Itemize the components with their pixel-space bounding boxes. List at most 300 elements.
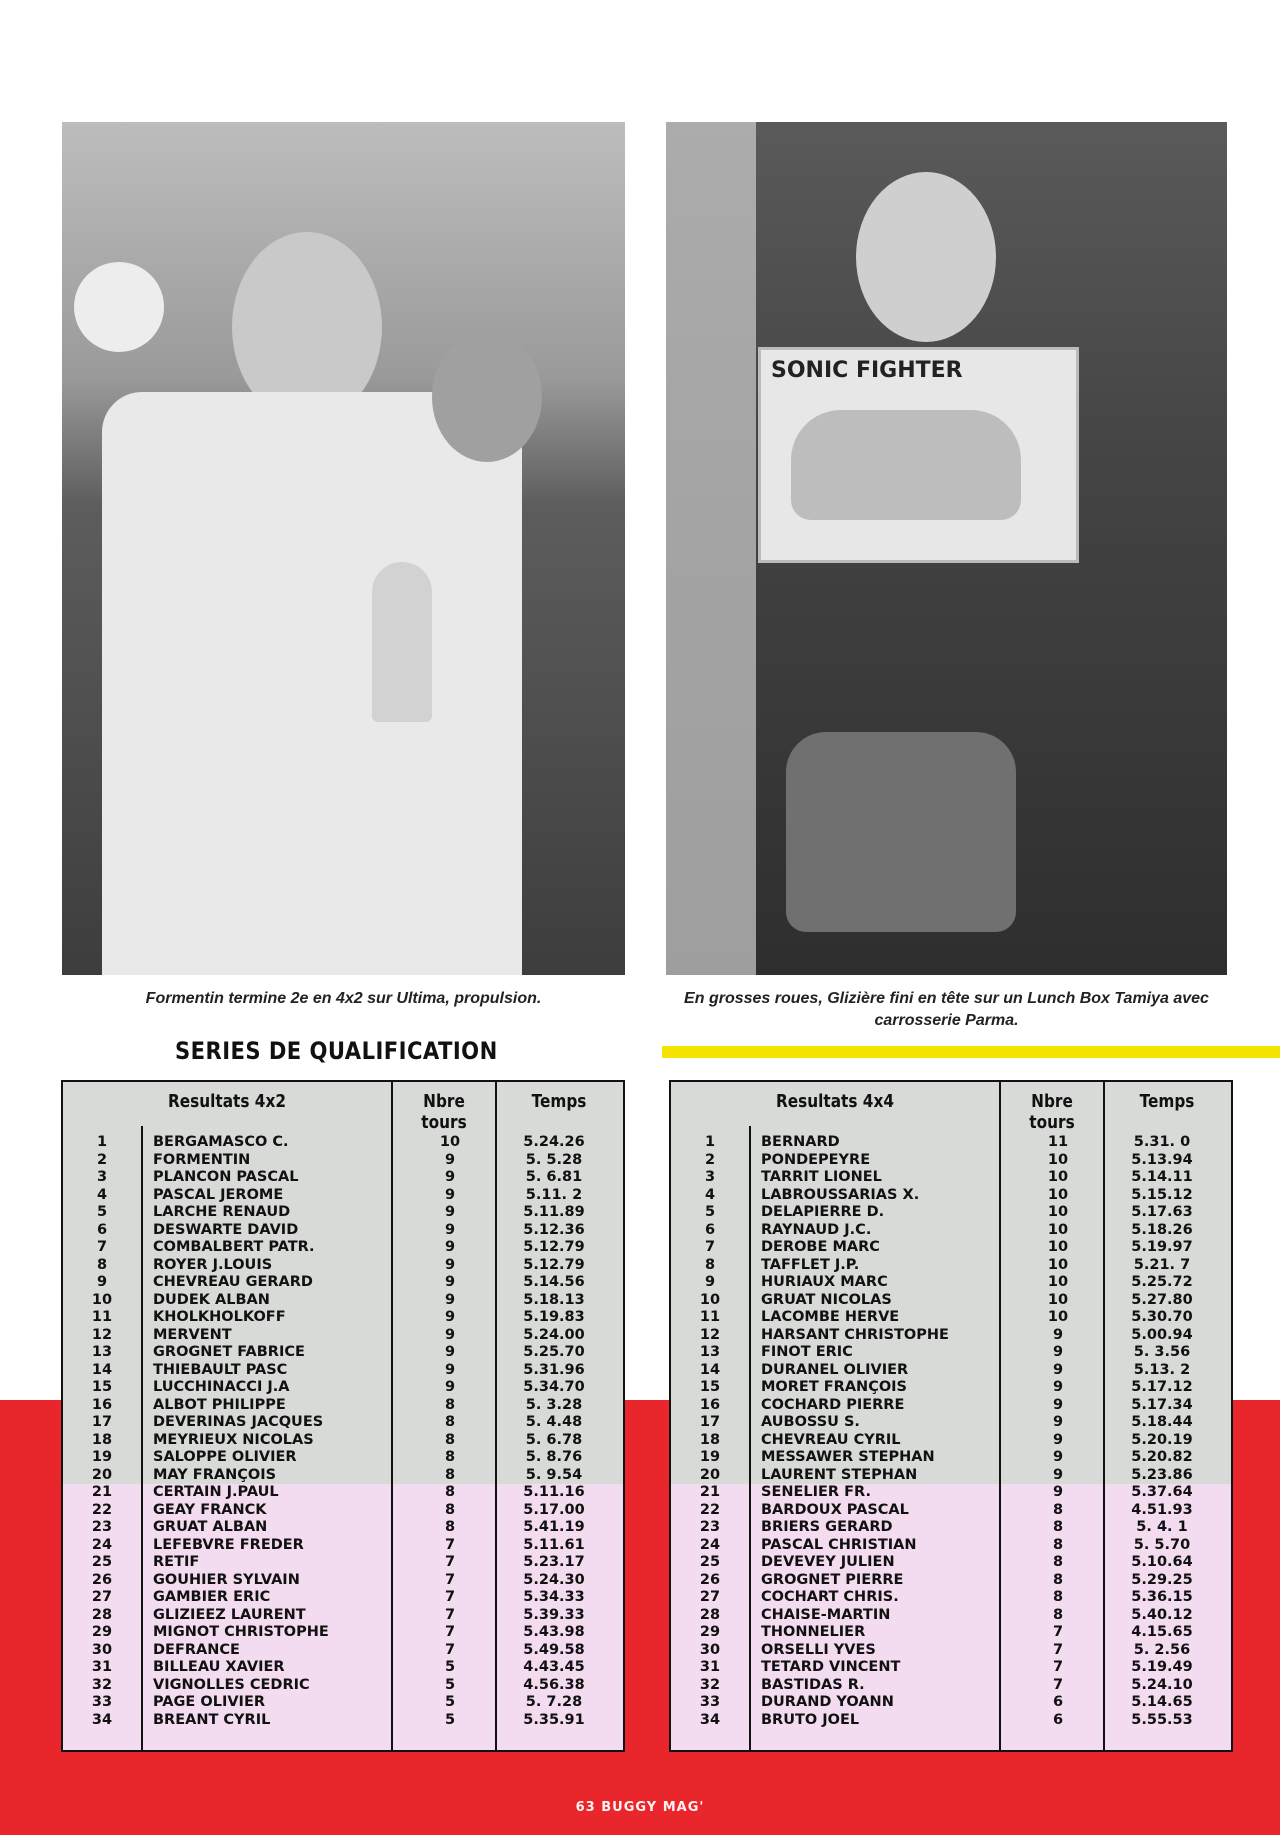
time-cell: 5.14.11 xyxy=(1131,1169,1193,1185)
driver-name-cell: GOUHIER SYLVAIN xyxy=(153,1571,300,1588)
time-cell: 5.25.72 xyxy=(1131,1274,1193,1290)
driver-name-cell: BASTIDAS R. xyxy=(761,1676,865,1693)
driver-name-cell: MEYRIEUX NICOLAS xyxy=(153,1431,314,1448)
rank-cell: 30 xyxy=(699,1641,721,1658)
rank-cell: 9 xyxy=(704,1274,716,1290)
caption-right: En grosses roues, Glizière fini en tête sur un Lunch Box Tamiya avec carrosserie Parma. xyxy=(684,990,1209,1029)
time-cell: 5.18.13 xyxy=(523,1291,585,1308)
time-cell: 5. 3.28 xyxy=(525,1396,583,1413)
driver-name-cell: MIGNOT CHRISTOPHE xyxy=(153,1624,329,1640)
driver-name-cell: GEAY FRANCK xyxy=(153,1501,267,1518)
table-row xyxy=(671,1327,1231,1345)
laps-cell: 7 xyxy=(444,1589,456,1605)
header-laps: Nbre tours xyxy=(1029,1091,1075,1133)
rank-cell: 3 xyxy=(96,1169,108,1185)
table-row xyxy=(671,1239,1231,1257)
laps-cell: 10 xyxy=(1047,1239,1069,1255)
driver-name-cell: DELAPIERRE D. xyxy=(761,1204,885,1220)
table-row xyxy=(63,1397,623,1415)
time-cell: 5.20.82 xyxy=(1131,1449,1193,1465)
laps-cell: 10 xyxy=(1047,1309,1069,1325)
time-cell: 5.41.19 xyxy=(523,1519,585,1535)
time-cell: 5.11.89 xyxy=(523,1204,585,1220)
laps-cell: 7 xyxy=(444,1554,456,1570)
time-cell: 5.20.19 xyxy=(1131,1431,1193,1448)
rank-cell: 19 xyxy=(91,1449,113,1465)
laps-cell: 8 xyxy=(444,1466,456,1483)
time-cell: 5.10.64 xyxy=(1131,1554,1193,1570)
table-row xyxy=(671,1642,1231,1660)
laps-cell: 8 xyxy=(444,1414,456,1430)
time-cell: 5.24.30 xyxy=(523,1571,585,1588)
time-cell: 5. 5.70 xyxy=(1133,1536,1191,1553)
laps-cell: 8 xyxy=(1052,1571,1064,1588)
laps-cell: 6 xyxy=(1052,1694,1064,1710)
rank-cell: 11 xyxy=(91,1309,113,1325)
rank-cell: 17 xyxy=(699,1414,721,1430)
person-boy xyxy=(432,332,542,462)
table-row xyxy=(63,1607,623,1625)
driver-name-cell: THONNELIER xyxy=(761,1624,866,1640)
driver-name-cell: FORMENTIN xyxy=(153,1151,251,1168)
laps-cell: 9 xyxy=(1052,1344,1064,1360)
laps-cell: 8 xyxy=(444,1484,456,1500)
laps-cell: 9 xyxy=(444,1291,456,1308)
time-cell: 5.35.91 xyxy=(523,1711,585,1728)
driver-name-cell: HARSANT CHRISTOPHE xyxy=(761,1326,949,1343)
table-row xyxy=(671,1134,1231,1152)
rank-cell: 17 xyxy=(91,1414,113,1430)
driver-name-cell: AUBOSSU S. xyxy=(761,1414,860,1430)
table-row xyxy=(671,1694,1231,1712)
laps-cell: 9 xyxy=(444,1256,456,1273)
driver-name-cell: SENELIER FR. xyxy=(761,1484,871,1500)
table-row xyxy=(63,1187,623,1205)
rank-cell: 3 xyxy=(704,1169,716,1185)
table-row xyxy=(671,1589,1231,1607)
rank-cell: 8 xyxy=(96,1256,108,1273)
time-cell: 5.49.58 xyxy=(523,1641,585,1658)
time-cell: 5.14.56 xyxy=(523,1274,585,1290)
time-cell: 4.43.45 xyxy=(523,1659,585,1675)
page-footer: 63 BUGGY MAG' xyxy=(575,1800,705,1815)
laps-cell: 9 xyxy=(444,1239,456,1255)
table-row xyxy=(671,1537,1231,1555)
rank-cell: 14 xyxy=(699,1361,721,1378)
laps-cell: 8 xyxy=(1052,1606,1064,1623)
laps-cell: 9 xyxy=(1052,1326,1064,1343)
time-cell: 5. 6.78 xyxy=(525,1431,583,1448)
table-row xyxy=(63,1537,623,1555)
driver-name-cell: LABROUSSARIAS X. xyxy=(761,1186,920,1203)
rank-cell: 6 xyxy=(96,1221,108,1238)
driver-name-cell: GLIZIEEZ LAURENT xyxy=(153,1606,306,1623)
header-time: Temps xyxy=(531,1091,587,1112)
time-cell: 5.12.79 xyxy=(523,1256,585,1273)
laps-cell: 8 xyxy=(1052,1554,1064,1570)
driver-name-cell: GROGNET FABRICE xyxy=(153,1344,305,1360)
laps-cell: 8 xyxy=(444,1431,456,1448)
time-cell: 5.13.94 xyxy=(1131,1151,1193,1168)
time-cell: 5. 2.56 xyxy=(1133,1641,1191,1658)
table-row xyxy=(63,1519,623,1537)
time-cell: 5.00.94 xyxy=(1131,1326,1193,1343)
rank-cell: 24 xyxy=(91,1536,113,1553)
time-cell: 5. 3.56 xyxy=(1133,1344,1191,1360)
table-row xyxy=(671,1572,1231,1590)
time-cell: 5.11.61 xyxy=(523,1536,585,1553)
rank-cell: 23 xyxy=(91,1519,113,1535)
driver-name-cell: DESWARTE DAVID xyxy=(153,1221,299,1238)
rank-cell: 31 xyxy=(699,1659,721,1675)
time-cell: 5.19.49 xyxy=(1131,1659,1193,1675)
rank-cell: 22 xyxy=(91,1501,113,1518)
time-cell: 4.15.65 xyxy=(1131,1624,1193,1640)
time-cell: 5. 9.54 xyxy=(525,1466,583,1483)
driver-name-cell: DEVEVEY JULIEN xyxy=(761,1554,895,1570)
table-row xyxy=(63,1152,623,1170)
table-row xyxy=(63,1379,623,1397)
table-row xyxy=(671,1467,1231,1485)
laps-cell: 7 xyxy=(1052,1659,1064,1675)
time-cell: 5.24.26 xyxy=(523,1134,585,1150)
table-row xyxy=(63,1624,623,1642)
rank-cell: 10 xyxy=(91,1291,113,1308)
driver-name-cell: LUCCHINACCI J.A xyxy=(153,1379,290,1395)
rank-cell: 15 xyxy=(91,1379,113,1395)
driver-name-cell: COCHARD PIERRE xyxy=(761,1396,905,1413)
laps-cell: 8 xyxy=(1052,1501,1064,1518)
laps-cell: 9 xyxy=(1052,1449,1064,1465)
laps-cell: 9 xyxy=(444,1326,456,1343)
header-laps: Nbre tours xyxy=(421,1091,467,1133)
rank-cell: 24 xyxy=(699,1536,721,1553)
driver-name-cell: PASCAL CHRISTIAN xyxy=(761,1536,917,1553)
rank-cell: 21 xyxy=(699,1484,721,1500)
rank-cell: 27 xyxy=(91,1589,113,1605)
driver-name-cell: BERGAMASCO C. xyxy=(153,1134,289,1150)
time-cell: 5.12.79 xyxy=(523,1239,585,1255)
driver-name-cell: SALOPPE OLIVIER xyxy=(153,1449,297,1465)
rank-cell: 13 xyxy=(91,1344,113,1360)
time-cell: 4.56.38 xyxy=(523,1676,585,1693)
driver-name-cell: FINOT ERIC xyxy=(761,1344,853,1360)
laps-cell: 5 xyxy=(444,1711,456,1728)
table-row xyxy=(671,1169,1231,1187)
driver-name-cell: GROGNET PIERRE xyxy=(761,1571,904,1588)
time-cell: 5. 8.76 xyxy=(525,1449,583,1465)
table-row xyxy=(671,1659,1231,1677)
time-cell: 5.36.15 xyxy=(1131,1589,1193,1605)
table-row xyxy=(671,1554,1231,1572)
time-cell: 5.19.83 xyxy=(523,1309,585,1325)
table-row xyxy=(63,1204,623,1222)
table-row xyxy=(63,1712,623,1730)
table-row xyxy=(671,1677,1231,1695)
time-cell: 5.27.80 xyxy=(1131,1291,1193,1308)
table-row xyxy=(63,1502,623,1520)
time-cell: 5. 4. 1 xyxy=(1136,1519,1188,1535)
table-row xyxy=(63,1554,623,1572)
rank-cell: 33 xyxy=(91,1694,113,1710)
rank-cell: 8 xyxy=(704,1256,716,1273)
driver-name-cell: KHOLKHOLKOFF xyxy=(153,1309,286,1325)
table-row xyxy=(63,1309,623,1327)
laps-cell: 5 xyxy=(444,1694,456,1710)
rank-cell: 27 xyxy=(699,1589,721,1605)
results-table-4x2 xyxy=(61,1080,625,1752)
time-cell: 5.15.12 xyxy=(1131,1186,1193,1203)
laps-cell: 9 xyxy=(1052,1379,1064,1395)
laps-cell: 9 xyxy=(444,1221,456,1238)
laps-cell: 9 xyxy=(1052,1414,1064,1430)
time-cell: 5.23.17 xyxy=(523,1554,585,1570)
table-row xyxy=(63,1292,623,1310)
yellow-highlight-bar xyxy=(662,1046,1280,1058)
driver-name-cell: DEROBE MARC xyxy=(761,1239,880,1255)
rank-cell: 2 xyxy=(96,1151,108,1168)
table-row xyxy=(671,1624,1231,1642)
time-cell: 5.21. 7 xyxy=(1133,1256,1191,1273)
rank-cell: 9 xyxy=(96,1274,108,1290)
rank-cell: 7 xyxy=(704,1239,716,1255)
header-results: Resultats 4x4 xyxy=(776,1091,894,1112)
table-row xyxy=(671,1222,1231,1240)
table-row xyxy=(63,1257,623,1275)
driver-name-cell: LACOMBE HERVE xyxy=(761,1309,900,1325)
driver-name-cell: LEFEBVRE FREDER xyxy=(153,1536,304,1553)
rank-cell: 1 xyxy=(96,1134,108,1150)
table-rows xyxy=(671,1134,1231,1729)
rank-cell: 5 xyxy=(96,1204,108,1220)
table-row xyxy=(671,1432,1231,1450)
table-row xyxy=(63,1344,623,1362)
laps-cell: 9 xyxy=(444,1186,456,1203)
driver-name-cell: BERNARD xyxy=(761,1134,840,1150)
time-cell: 5.13. 2 xyxy=(1133,1361,1191,1378)
driver-name-cell: BRIERS GERARD xyxy=(761,1519,893,1535)
driver-name-cell: VIGNOLLES CEDRIC xyxy=(153,1676,310,1693)
time-cell: 5.43.98 xyxy=(523,1624,585,1640)
tamiya-box xyxy=(758,347,1079,563)
table-row xyxy=(63,1467,623,1485)
results-table-4x4 xyxy=(669,1080,1233,1752)
rank-cell: 2 xyxy=(704,1151,716,1168)
rank-cell: 4 xyxy=(96,1186,108,1203)
time-cell: 4.51.93 xyxy=(1131,1501,1193,1518)
driver-name-cell: THIEBAULT PASC xyxy=(153,1361,288,1378)
rank-cell: 29 xyxy=(699,1624,721,1640)
time-cell: 5.55.53 xyxy=(1131,1711,1193,1728)
laps-cell: 9 xyxy=(1052,1466,1064,1483)
rc-truck xyxy=(786,732,1016,932)
laps-cell: 5 xyxy=(444,1676,456,1693)
laps-cell: 9 xyxy=(444,1361,456,1378)
laps-cell: 7 xyxy=(444,1571,456,1588)
time-cell: 5.11.16 xyxy=(523,1484,585,1500)
laps-cell: 10 xyxy=(1047,1151,1069,1168)
rank-cell: 16 xyxy=(699,1396,721,1413)
laps-cell: 10 xyxy=(1047,1169,1069,1185)
rank-cell: 26 xyxy=(699,1571,721,1588)
table-row xyxy=(671,1607,1231,1625)
time-cell: 5.17.63 xyxy=(1131,1204,1193,1220)
table-row xyxy=(63,1484,623,1502)
laps-cell: 8 xyxy=(1052,1589,1064,1605)
laps-cell: 7 xyxy=(1052,1624,1064,1640)
rank-cell: 16 xyxy=(91,1396,113,1413)
rank-cell: 18 xyxy=(91,1431,113,1448)
driver-name-cell: CERTAIN J.PAUL xyxy=(153,1484,279,1500)
person-hat xyxy=(74,262,164,352)
table-row xyxy=(671,1309,1231,1327)
table-row xyxy=(63,1169,623,1187)
rank-cell: 20 xyxy=(91,1466,113,1483)
time-cell: 5.23.86 xyxy=(1131,1466,1193,1483)
table-row xyxy=(671,1397,1231,1415)
table-row xyxy=(63,1222,623,1240)
laps-cell: 8 xyxy=(1052,1519,1064,1535)
table-row xyxy=(671,1414,1231,1432)
time-cell: 5.34.33 xyxy=(523,1589,585,1605)
rank-cell: 28 xyxy=(699,1606,721,1623)
driver-name-cell: BRUTO JOEL xyxy=(761,1711,860,1728)
laps-cell: 9 xyxy=(1052,1396,1064,1413)
time-cell: 5.24.00 xyxy=(523,1326,585,1343)
driver-name-cell: TAFFLET J.P. xyxy=(761,1256,860,1273)
person-head xyxy=(856,172,996,342)
laps-cell: 9 xyxy=(444,1204,456,1220)
driver-name-cell: LARCHE RENAUD xyxy=(153,1204,291,1220)
table-row xyxy=(63,1659,623,1677)
table-row xyxy=(63,1642,623,1660)
driver-name-cell: PAGE OLIVIER xyxy=(153,1694,266,1710)
laps-cell: 9 xyxy=(444,1169,456,1185)
laps-cell: 10 xyxy=(439,1134,461,1150)
table-rows xyxy=(63,1134,623,1729)
table-row xyxy=(63,1134,623,1152)
table-row xyxy=(671,1519,1231,1537)
driver-name-cell: DEFRANCE xyxy=(153,1641,240,1658)
rank-cell: 22 xyxy=(699,1501,721,1518)
laps-cell: 5 xyxy=(444,1659,456,1675)
laps-cell: 7 xyxy=(444,1641,456,1658)
rank-cell: 12 xyxy=(699,1326,721,1343)
rank-cell: 32 xyxy=(699,1676,721,1693)
driver-name-cell: ROYER J.LOUIS xyxy=(153,1256,273,1273)
laps-cell: 10 xyxy=(1047,1274,1069,1290)
laps-cell: 10 xyxy=(1047,1291,1069,1308)
table-row xyxy=(671,1484,1231,1502)
box-title: SONIC FIGHTER xyxy=(771,358,963,383)
rank-cell: 18 xyxy=(699,1431,721,1448)
rank-cell: 1 xyxy=(704,1134,716,1150)
photo-formentin xyxy=(62,122,625,975)
time-cell: 5.17.00 xyxy=(523,1501,585,1518)
driver-name-cell: COMBALBERT PATR. xyxy=(153,1239,315,1255)
driver-name-cell: PASCAL JEROME xyxy=(153,1186,284,1203)
laps-cell: 9 xyxy=(444,1151,456,1168)
time-cell: 5.25.70 xyxy=(523,1344,585,1360)
time-cell: 5.19.97 xyxy=(1131,1239,1193,1255)
rank-cell: 15 xyxy=(699,1379,721,1395)
driver-name-cell: CHEVREAU GERARD xyxy=(153,1274,313,1290)
rank-cell: 13 xyxy=(699,1344,721,1360)
time-cell: 5.31. 0 xyxy=(1133,1134,1191,1150)
rank-cell: 31 xyxy=(91,1659,113,1675)
time-cell: 5.12.36 xyxy=(523,1221,585,1238)
time-cell: 5.39.33 xyxy=(523,1606,585,1623)
rank-cell: 12 xyxy=(91,1326,113,1343)
driver-name-cell: CHAISE-MARTIN xyxy=(761,1606,891,1623)
patterned-dress xyxy=(666,122,756,975)
table-row xyxy=(63,1572,623,1590)
time-cell: 5.17.34 xyxy=(1131,1396,1193,1413)
table-row xyxy=(63,1362,623,1380)
time-cell: 5. 5.28 xyxy=(525,1151,583,1168)
laps-cell: 9 xyxy=(1052,1484,1064,1500)
driver-name-cell: CHEVREAU CYRIL xyxy=(761,1431,901,1448)
time-cell: 5.37.64 xyxy=(1131,1484,1193,1500)
laps-cell: 9 xyxy=(1052,1361,1064,1378)
time-cell: 5.18.26 xyxy=(1131,1221,1193,1238)
laps-cell: 9 xyxy=(444,1344,456,1360)
driver-name-cell: MAY FRANÇOIS xyxy=(153,1466,277,1483)
table-row xyxy=(63,1694,623,1712)
laps-cell: 10 xyxy=(1047,1256,1069,1273)
table-row xyxy=(671,1187,1231,1205)
table-row xyxy=(671,1274,1231,1292)
laps-cell: 7 xyxy=(1052,1641,1064,1658)
table-row xyxy=(671,1344,1231,1362)
time-cell: 5.29.25 xyxy=(1131,1571,1193,1588)
laps-cell: 8 xyxy=(444,1519,456,1535)
driver-name-cell: DURAND YOANN xyxy=(761,1694,894,1710)
rank-cell: 30 xyxy=(91,1641,113,1658)
laps-cell: 9 xyxy=(444,1379,456,1395)
table-row xyxy=(671,1152,1231,1170)
rank-cell: 26 xyxy=(91,1571,113,1588)
table-row xyxy=(63,1432,623,1450)
table-row xyxy=(671,1204,1231,1222)
time-cell: 5.11. 2 xyxy=(525,1186,583,1203)
rank-cell: 25 xyxy=(91,1554,113,1570)
table-row xyxy=(671,1362,1231,1380)
laps-cell: 10 xyxy=(1047,1221,1069,1238)
laps-cell: 9 xyxy=(444,1309,456,1325)
laps-cell: 7 xyxy=(444,1624,456,1640)
driver-name-cell: DURANEL OLIVIER xyxy=(761,1361,909,1378)
driver-name-cell: MORET FRANÇOIS xyxy=(761,1379,907,1395)
table-row xyxy=(671,1449,1231,1467)
rank-cell: 34 xyxy=(699,1711,721,1728)
table-row xyxy=(671,1379,1231,1397)
caption-left: Formentin termine 2e en 4x2 sur Ultima, propulsion. xyxy=(145,990,542,1007)
time-cell: 5.31.96 xyxy=(523,1361,585,1378)
driver-name-cell: RETIF xyxy=(153,1554,200,1570)
rank-cell: 34 xyxy=(91,1711,113,1728)
time-cell: 5. 4.48 xyxy=(525,1414,583,1430)
table-row xyxy=(671,1257,1231,1275)
driver-name-cell: GRUAT NICOLAS xyxy=(761,1291,892,1308)
driver-name-cell: MERVENT xyxy=(153,1326,232,1343)
table-row xyxy=(63,1414,623,1432)
laps-cell: 10 xyxy=(1047,1204,1069,1220)
driver-name-cell: RAYNAUD J.C. xyxy=(761,1221,872,1238)
driver-name-cell: GAMBIER ERIC xyxy=(153,1589,271,1605)
time-cell: 5.30.70 xyxy=(1131,1309,1193,1325)
rank-cell: 4 xyxy=(704,1186,716,1203)
